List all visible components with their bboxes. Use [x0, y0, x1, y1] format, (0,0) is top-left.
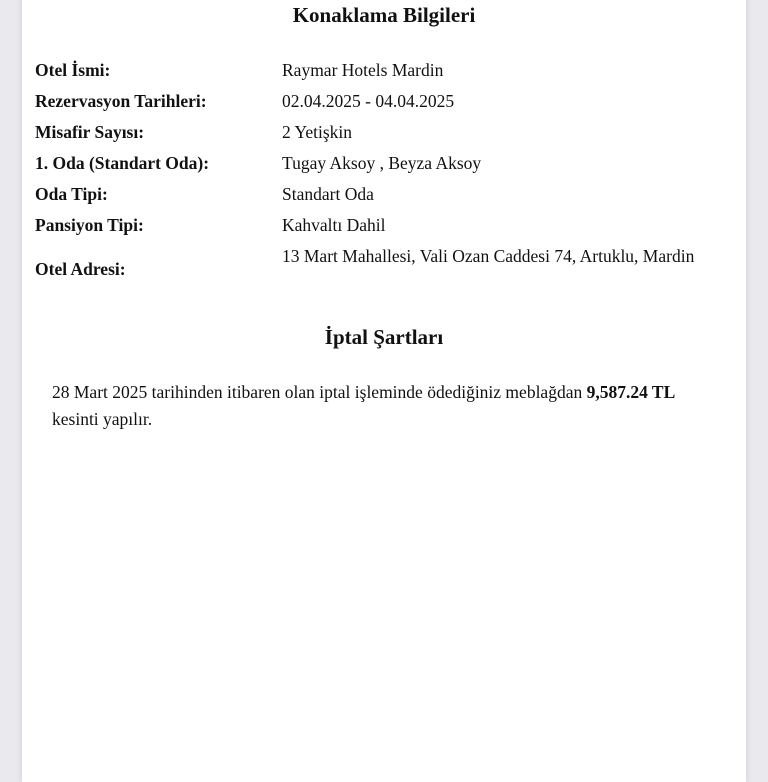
- field-value: Raymar Hotels Mardin: [282, 60, 444, 80]
- field-room-guests: [35, 151, 735, 175]
- cancellation-text-after: kesinti yapılır.: [52, 409, 153, 429]
- field-room-type: [35, 182, 735, 206]
- field-board-type: [35, 213, 735, 237]
- field-value: 02.04.2025 - 04.04.2025: [282, 91, 455, 111]
- field-label: Pansiyon Tipi:: [35, 215, 144, 235]
- field-label: Rezervasyon Tarihleri:: [35, 91, 207, 111]
- field-reservation-dates: [35, 89, 735, 113]
- field-value: 13 Mart Mahallesi, Vali Ozan Caddesi 74, Artuklu, Mardin: [282, 246, 695, 266]
- cancellation-title: İptal Şartları: [324, 325, 444, 349]
- field-hotel-name: [35, 58, 735, 82]
- cancellation-amount: 9,587.24 TL: [586, 382, 676, 402]
- field-value: Standart Oda: [282, 184, 374, 204]
- page-title: Konaklama Bilgileri: [292, 3, 476, 27]
- field-label: Otel İsmi:: [35, 60, 111, 80]
- field-label: 1. Oda (Standart Oda):: [35, 153, 210, 173]
- field-hotel-address: [35, 244, 735, 294]
- cancellation-text: [52, 379, 717, 433]
- field-value: Tugay Aksoy , Beyza Aksoy: [282, 153, 482, 173]
- field-guest-count: [35, 120, 735, 144]
- field-label: Otel Adresi:: [35, 259, 126, 279]
- field-value: Kahvaltı Dahil: [282, 215, 386, 235]
- document-page: [22, 0, 746, 782]
- cancellation-text-before: 28 Mart 2025 tarihinden itibaren olan iptal işleminde ödediğiniz meblağdan: [52, 382, 587, 402]
- field-label: Misafir Sayısı:: [35, 122, 145, 142]
- field-label: Oda Tipi:: [35, 184, 108, 204]
- field-value: 2 Yetişkin: [282, 122, 353, 142]
